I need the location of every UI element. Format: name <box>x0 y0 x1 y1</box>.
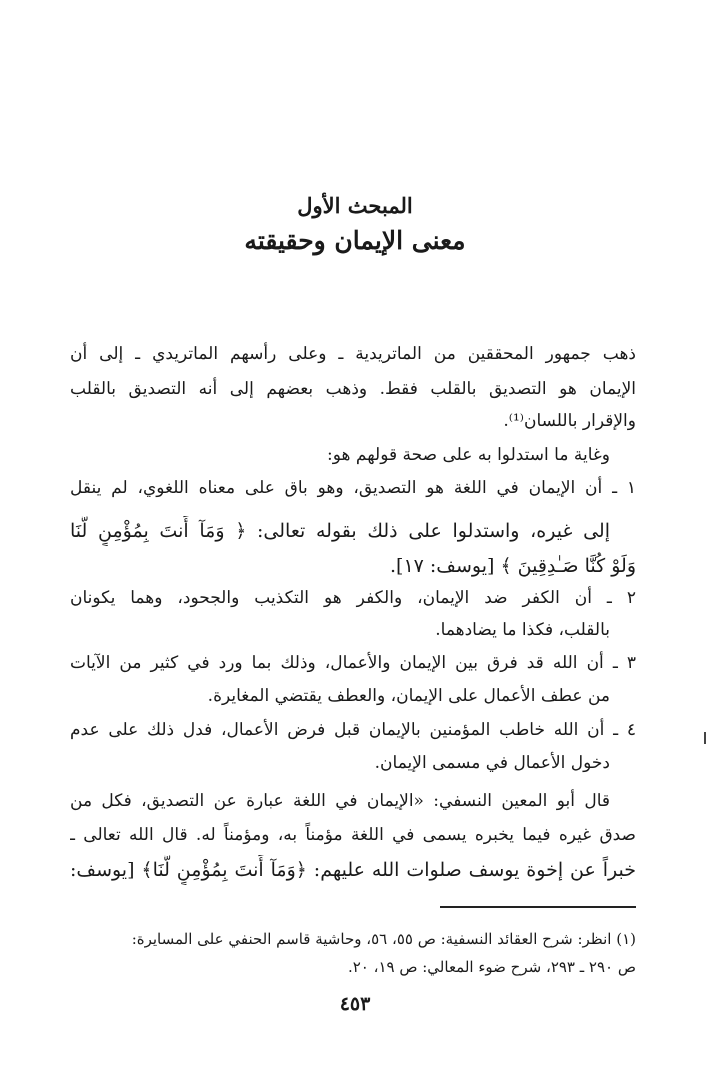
list-item-3-line: من عطف الأعمال على الإيمان، والعطف يقتضي المغايرة. <box>207 686 610 706</box>
list-item-1-line: إلى غيره، واستدلوا على ذلك بقوله تعالى: ﴿ وَمَآ أَنتَ بِمُؤْمِنٍ لَّنَا <box>70 520 610 542</box>
list-item-4-line: ٤ ـ أن الله خاطب المؤمنين بالإيمان قبل فرض الأعمال، فدل ذلك على عدم <box>70 720 636 740</box>
footnote-line: ص ٢٩٠ ـ ٢٩٣، شرح ضوء المعالي: ص ١٩، ٢٠. <box>347 958 636 976</box>
paragraph-line: والإقرار باللسان⁽¹⁾. <box>503 411 636 431</box>
list-item-2-line: ٢ ـ أن الكفر ضد الإيمان، والكفر هو التكذيب والجحود، وهما يكونان <box>70 588 636 608</box>
paragraph-line: ذهب جمهور المحققين من الماتريدية ـ وعلى رأسهم الماتريدي ـ إلى أن <box>70 344 636 364</box>
list-item-1-line: ١ ـ أن الإيمان في اللغة هو التصديق، وهو باق على معناه اللغوي، لم ينقل <box>70 478 636 498</box>
scan-mark <box>704 732 706 744</box>
list-item-1-line: وَلَوْ كُنَّا صَـٰدِقِينَ ﴾ [يوسف: ١٧]. <box>389 555 636 577</box>
footnote-line: (١) انظر: شرح العقائد النسفية: ص ٥٥، ٥٦، وحاشية قاسم الحنفي على المسايرة: <box>131 930 636 948</box>
quote-line: قال أبو المعين النسفي: «الإيمان في اللغة عبارة عن التصديق، فكل من <box>70 791 610 811</box>
quote-line: صدق غيره فيما يخبره يسمى في اللغة مؤمناً به، ومؤمناً له. قال الله تعالى ـ <box>70 825 636 845</box>
paragraph-line: وغاية ما استدلوا به على صحة قولهم هو: <box>327 445 610 465</box>
list-item-4-line: دخول الأعمال في مسمى الإيمان. <box>374 753 610 773</box>
section-heading: المبحث الأول <box>297 193 413 218</box>
list-item-2-line: بالقلب، فكذا ما يضادهما. <box>435 620 610 640</box>
chapter-title: معنى الإيمان وحقيقته <box>244 226 466 255</box>
footnote-divider <box>440 906 636 908</box>
list-item-3-line: ٣ ـ أن الله قد فرق بين الإيمان والأعمال، وذلك بما ورد في كثير من الآيات <box>70 653 636 673</box>
paragraph-line: الإيمان هو التصديق بالقلب فقط. وذهب بعضهم إلى أنه التصديق بالقلب <box>70 379 636 399</box>
quote-line: خبراً عن إخوة يوسف صلوات الله عليهم: ﴿وَمَآ أَنتَ بِمُؤْمِنٍ لَّنَا﴾ [يوسف: <box>70 859 636 881</box>
page-number: ٤٥٣ <box>339 993 371 1015</box>
